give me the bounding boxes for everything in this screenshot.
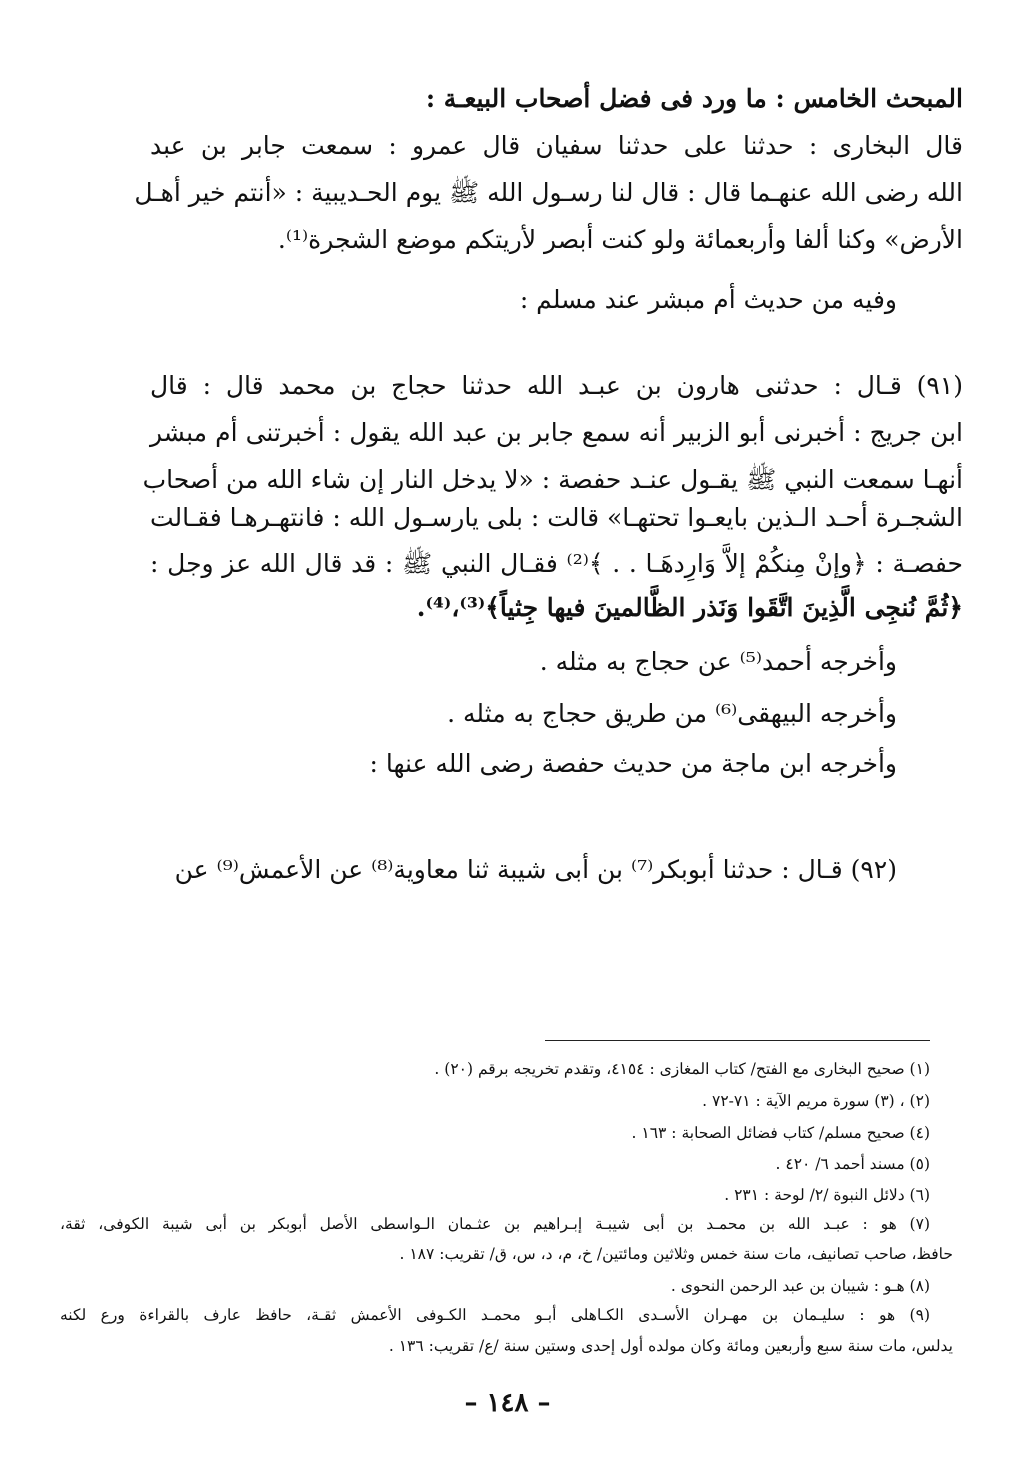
body-line-4: وفيه من حديث أم مبشر عند مسلم : bbox=[519, 285, 897, 314]
footnote-8: (٨) هـو : شيبان بن عبد الرحمن النحوى . bbox=[670, 1277, 930, 1295]
hadith-91-line-3: أنهـا سمعت النبي ﷺ يقـول عنـد حفصة : «لا يدخل النار إن شاء الله من أصحاب bbox=[142, 465, 963, 494]
quran-verse-line: ﴿ثُمَّ نُنجِى الَّذِينَ اتَّقَوا وَنَذر الظَّالمينَ فيها جِثياً﴾⁽³⁾،⁽⁴⁾. bbox=[416, 593, 963, 622]
hadith-92-line-1: (٩٢) قـال : حدثنا أبوبكر⁽⁷⁾ بن أبى شيبة ثنا معاوية⁽⁸⁾ عن الأعمش⁽⁹⁾ عن bbox=[174, 855, 897, 884]
footnote-5: (٥) مسند أحمد ٦/ ٤٢٠ . bbox=[775, 1155, 930, 1173]
footnote-9: (٩) هو : سليـمان بن مهـران الأسـدى الكـاهلى أبـو محمـد الكـوفى الأعمش ثقـة، حافظ عارف بالقراءة ورع لكنه bbox=[60, 1306, 930, 1324]
body-line-3: الأرض» وكنا ألفا وأربعمائة ولو كنت أبصر لأريتكم موضع الشجرة⁽¹⁾. bbox=[277, 225, 963, 254]
footnote-4: (٤) صحيح مسلم/ كتاب فضائل الصحابة : ١٦٣ . bbox=[631, 1124, 930, 1142]
footnote-7-continued: حافظ، صاحب تصانيف، مات سنة خمس وثلاثين ومائتين/ خ، م، د، س، ق/ تقريب: ١٨٧ . bbox=[399, 1245, 953, 1263]
footnote-2-3: (٢) ، (٣) سورة مريم الآية : ٧١-٧٢ . bbox=[702, 1092, 930, 1110]
body-line-2: الله رضى الله عنهـما قال : قال لنا رسـول الله ﷺ يوم الحـديبية : «أنتم خير أهـل bbox=[134, 178, 963, 207]
takhrij-bayhaqi: وأخرجه البيهقى⁽⁶⁾ من طريق حجاج به مثله . bbox=[447, 699, 897, 728]
footnote-6: (٦) دلائل النبوة /٢/ لوحة : ٢٣١ . bbox=[724, 1186, 930, 1204]
hadith-91-line-2: ابن جريج : أخبرنى أبو الزبير أنه سمع جابر بن عبد الله يقول : أخبرتنى أم مبشر bbox=[150, 418, 963, 447]
footnote-divider bbox=[545, 1040, 930, 1041]
page-number: – ١٤٨ – bbox=[464, 1388, 551, 1418]
takhrij-ahmad: وأخرجه أحمد⁽⁵⁾ عن حجاج به مثله . bbox=[539, 647, 897, 676]
hadith-91-line-4: الشجـرة أحـد الـذين بايعـوا تحتهـا» قالت : بلى يارسـول الله : فانتهـرهـا فقـالت bbox=[149, 503, 963, 532]
takhrij-ibn-majah: وأخرجه ابن ماجة من حديث حفصة رضى الله عنها : bbox=[369, 749, 897, 778]
footnote-9-continued: يدلس، مات سنة سبع وأربعين ومائة وكان مولده أول إحدى وستين سنة /ع/ تقريب: ١٣٦ . bbox=[388, 1337, 953, 1355]
hadith-91-line-5: حفصـة : ﴿وإنْ مِنكُمْ إلاَّ وَارِدهَـا . . ﴾⁽²⁾ فقـال النبي ﷺ : قد قال الله عز وجل : bbox=[150, 549, 963, 578]
body-line-1: قال البخارى : حدثنا على حدثنا سفيان قال عمرو : سمعت جابر بن عبد bbox=[150, 131, 963, 160]
footnote-1: (١) صحيح البخارى مع الفتح/ كتاب المغازى : ٤١٥٤، وتقدم تخريجه برقم (٢٠) . bbox=[434, 1060, 930, 1078]
section-heading: المبحث الخامس : ما ورد فى فضل أصحاب البيعـة : bbox=[425, 84, 963, 113]
footnote-7: (٧) هو : عبـد الله بن محمـد بن أبى شيبـة إبـراهيم بن عثـمان الـواسطى الأصل أبوبكر بن أبى شيبة الكوفى، ثقة، bbox=[60, 1215, 930, 1233]
hadith-91-line-1: (٩١) قـال : حدثنى هارون بن عبـد الله حدثنا حجاج بن محمد قال : قال bbox=[150, 371, 963, 400]
